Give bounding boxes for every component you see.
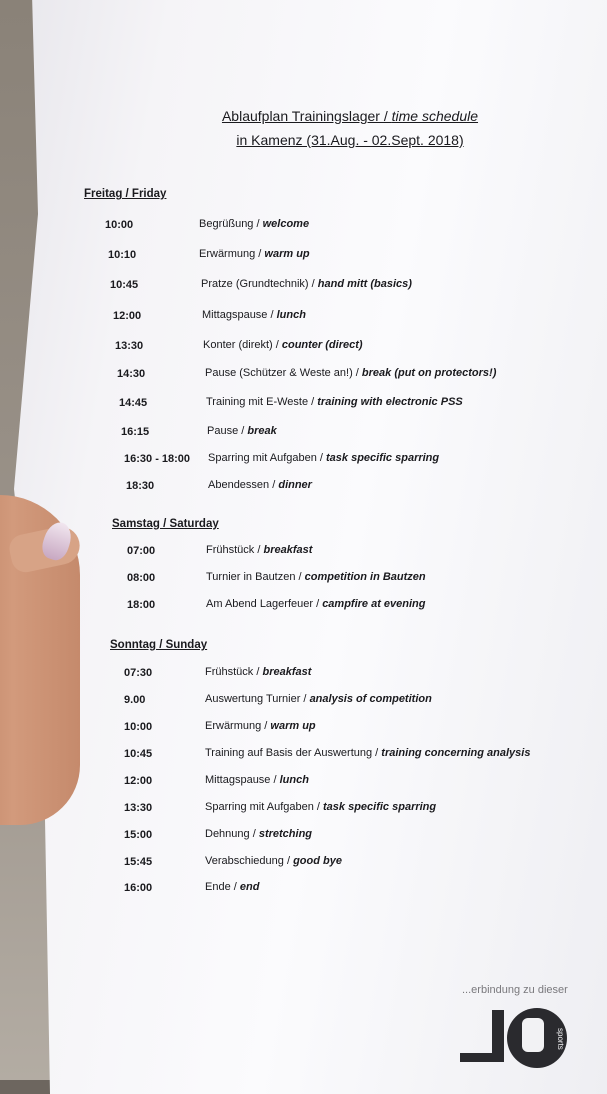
activity-german: Pause (Schützer & Weste an!) / [205, 367, 362, 379]
activity-english: lunch [276, 309, 306, 321]
schedule-time: 13:30 [124, 802, 153, 814]
activity-german: Konter (direkt) / [203, 339, 282, 351]
schedule-time: 16:15 [121, 426, 150, 438]
schedule-activity [199, 248, 310, 260]
activity-english: hand mitt (basics) [317, 278, 412, 290]
schedule-activity [205, 801, 436, 813]
activity-english: breakfast [263, 544, 313, 556]
activity-german: Am Abend Lagerfeuer / [206, 598, 323, 610]
schedule-activity [206, 598, 426, 610]
schedule-time: 16:00 [124, 882, 153, 894]
schedule-activity [205, 855, 342, 867]
activity-german: Begrüßung / [199, 218, 263, 230]
schedule-time: 10:00 [105, 219, 134, 231]
logo-tagline: ...erbindung zu dieser [462, 984, 568, 996]
title-german: Ablaufplan Trainingslager / [221, 108, 392, 124]
schedule-time: 16:30 - 18:00 [124, 453, 191, 465]
activity-german: Erwärmung / [199, 248, 265, 260]
activity-german: Auswertung Turnier / [205, 693, 310, 705]
activity-german: Verabschiedung / [205, 855, 294, 867]
schedule-activity [206, 396, 463, 408]
schedule-activity [205, 367, 496, 379]
schedule-time: 14:45 [119, 397, 148, 409]
schedule-activity [205, 693, 432, 705]
schedule-time: 07:00 [127, 545, 156, 557]
activity-german: Abendessen / [208, 479, 279, 491]
activity-english: warm up [270, 720, 316, 732]
activity-english: counter (direct) [281, 339, 363, 351]
activity-german: Erwärmung / [205, 720, 271, 732]
schedule-time: 12:00 [113, 310, 142, 322]
schedule-activity [202, 309, 306, 321]
schedule-time: 13:30 [115, 340, 144, 352]
activity-english: break (put on protectors!) [361, 367, 497, 379]
day-heading: Samstag / Saturday [112, 518, 219, 530]
schedule-activity [201, 278, 412, 290]
activity-english: welcome [262, 218, 310, 230]
schedule-time: 07:30 [124, 667, 153, 679]
schedule-activity [206, 544, 312, 556]
ju-sports-logo [452, 998, 577, 1073]
activity-english: good bye [293, 855, 342, 867]
title-english: time schedule [391, 108, 479, 124]
schedule-time: 12:00 [124, 775, 153, 787]
schedule-activity [205, 881, 259, 893]
schedule-time: 10:10 [108, 249, 137, 261]
activity-german: Ende / [205, 881, 240, 893]
activity-german: Turnier in Bautzen / [206, 571, 305, 583]
schedule-activity [207, 425, 277, 437]
activity-german: Frühstück / [206, 544, 264, 556]
activity-german: Sparring mit Aufgaben / [208, 452, 327, 464]
activity-german: Mittagspause / [205, 774, 280, 786]
day-heading: Sonntag / Sunday [110, 639, 208, 651]
schedule-activity [205, 666, 311, 678]
activity-german: Training auf Basis der Auswertung / [205, 747, 382, 759]
day-heading: Freitag / Friday [84, 188, 167, 200]
schedule-activity [205, 774, 309, 786]
activity-english: dinner [278, 479, 312, 491]
activity-english: stretching [258, 828, 313, 840]
activity-english: campfire at evening [322, 598, 426, 610]
activity-german: Frühstück / [205, 666, 263, 678]
schedule-time: 14:30 [117, 368, 146, 380]
document-title [140, 108, 560, 124]
activity-german: Training mit E-Weste / [206, 396, 318, 408]
schedule-time: 18:30 [126, 480, 155, 492]
schedule-time: 10:00 [124, 721, 153, 733]
schedule-time: 10:45 [124, 748, 153, 760]
activity-english: break [247, 425, 277, 437]
activity-english: breakfast [262, 666, 312, 678]
schedule-activity [206, 571, 426, 583]
logo-sports-text: sports [556, 1028, 565, 1050]
activity-english: training with electronic PSS [317, 396, 463, 408]
activity-english: warm up [264, 248, 310, 260]
activity-german: Pause / [207, 425, 248, 437]
schedule-time: 10:45 [110, 279, 139, 291]
schedule-time: 18:00 [127, 599, 156, 611]
activity-english: task specific sparring [323, 801, 437, 813]
schedule-time: 08:00 [127, 572, 156, 584]
activity-english: analysis of competition [309, 693, 432, 705]
schedule-activity [203, 339, 363, 351]
schedule-activity [205, 828, 312, 840]
activity-german: Sparring mit Aufgaben / [205, 801, 324, 813]
schedule-activity [208, 479, 312, 491]
activity-german: Pratze (Grundtechnik) / [201, 278, 318, 290]
document-subtitle: in Kamenz (31.Aug. - 02.Sept. 2018) [236, 132, 464, 148]
activity-german: Dehnung / [205, 828, 259, 840]
activity-english: competition in Bautzen [304, 571, 426, 583]
activity-english: training concerning analysis [381, 747, 531, 759]
schedule-activity [208, 452, 439, 464]
schedule-time: 9.00 [124, 694, 146, 706]
activity-english: task specific sparring [326, 452, 440, 464]
schedule-time: 15:45 [124, 856, 153, 868]
activity-english: end [239, 881, 260, 893]
schedule-activity [205, 747, 530, 759]
schedule-activity [205, 720, 316, 732]
schedule-activity [199, 218, 309, 230]
schedule-time: 15:00 [124, 829, 153, 841]
activity-german: Mittagspause / [202, 309, 277, 321]
activity-english: lunch [279, 774, 309, 786]
